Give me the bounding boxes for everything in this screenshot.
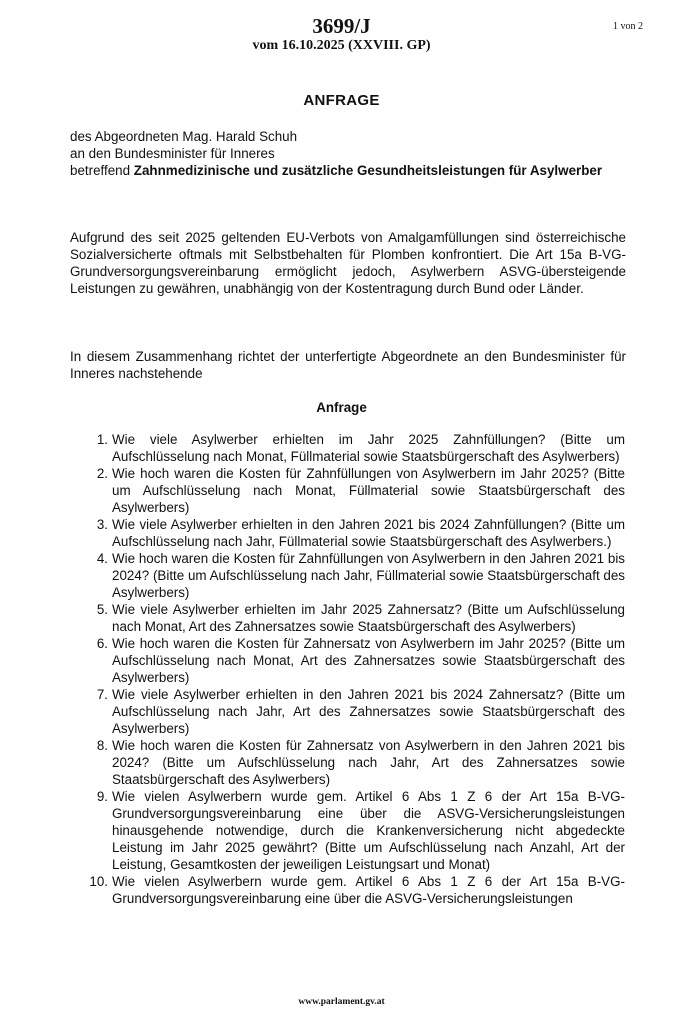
question-text: Wie viele Asylwerber erhielten im Jahr 2025 Zahnfüllungen? (Bitte um Aufschlüsselung nach Monat, Füllmaterial sowie Staatsbürgerschaft des Asylwerbers)	[112, 432, 625, 464]
question-text: Wie viele Asylwerber erhielten im Jahr 2025 Zahnersatz? (Bitte um Aufschlüsselung nach Monat, Art des Zahnersatzes sowie Staatsbürgerschaft des Asylwerbers)	[112, 602, 625, 634]
question-number: 3.	[96, 517, 108, 532]
list-item	[80, 431, 625, 465]
question-number: 5.	[96, 602, 108, 617]
subject-prefix: betreffend	[70, 163, 131, 178]
questions-list	[80, 431, 625, 907]
subject-text: Zahnmedizinische und zusätzliche Gesundheitsleistungen für Asylwerber	[133, 163, 603, 178]
question-text: Wie hoch waren die Kosten für Zahnersatz von Asylwerbern in den Jahren 2021 bis 2024? (Bitte um Aufschlüsselung nach Jahr, Art des Zahnersatzes sowie Staatsbürgerschaft des Asylwerbers)	[112, 738, 625, 787]
addressee-line-1: des Abgeordneten Mag. Harald Schuh	[70, 129, 298, 144]
list-item	[80, 465, 625, 516]
addressee-line-2: an den Bundesminister für Inneres	[70, 146, 275, 161]
question-number: 2.	[96, 466, 108, 481]
footer-url: www.parlament.gv.at	[298, 997, 385, 1007]
list-item	[80, 635, 625, 686]
question-text: Wie vielen Asylwerbern wurde gem. Artikel 6 Abs 1 Z 6 der Art 15a B-VG-Grundversorgungsvereinbarung eine über die ASVG-Versicherungsleistungen	[112, 874, 625, 906]
question-text: Wie viele Asylwerber erhielten in den Jahren 2021 bis 2024 Zahnersatz? (Bitte um Aufschlüsselung nach Jahr, Art des Zahnersatzes sowie Staatsbürgerschaft des Asylwerbers)	[112, 687, 625, 736]
list-item	[80, 788, 625, 873]
question-text: Wie viele Asylwerber erhielten in den Jahren 2021 bis 2024 Zahnfüllungen? (Bitte um Aufschlüsselung nach Jahr, Füllmaterial sowie Staatsbürgerschaft des Asylwerbers.)	[112, 517, 625, 549]
question-number: 4.	[96, 551, 108, 566]
question-number: 1.	[96, 432, 108, 447]
question-text: Wie hoch waren die Kosten für Zahnersatz von Asylwerbern im Jahr 2025? (Bitte um Aufschlüsselung nach Monat, Art des Zahnersatzes sowie Staatsbürgerschaft des Asylwerbers)	[112, 636, 625, 685]
list-item	[80, 601, 625, 635]
list-item	[80, 686, 625, 737]
question-number: 6.	[96, 636, 108, 651]
question-number: 8.	[96, 738, 108, 753]
question-text: Wie hoch waren die Kosten für Zahnfüllungen von Asylwerbern in den Jahren 2021 bis 2024? (Bitte um Aufschlüsselung nach Jahr, Füllmaterial sowie Staatsbürgerschaft des Asylwerbers)	[112, 551, 625, 600]
question-number: 9.	[96, 789, 108, 804]
list-item	[80, 873, 625, 907]
list-item	[80, 737, 625, 788]
request-paragraph: In diesem Zusammenhang richtet der unterfertigte Abgeordnete an den Bundesminister für Inneres nachstehende	[70, 349, 626, 381]
document-date: vom 16.10.2025 (XXVIII. GP)	[252, 38, 431, 53]
list-item	[80, 516, 625, 550]
addressee-block	[70, 128, 630, 179]
question-text: Wie vielen Asylwerbern wurde gem. Artikel 6 Abs 1 Z 6 der Art 15a B-VG-Grundversorgungsvereinbarung eine über die ASVG-Versicherungsleistungen hinausgehende notwendige, durch die Krankenversicherung nicht abgedeckte Leistung im Jahr 2025 gewährt? (Bitte um Aufschlüsselung nach Anzahl, Art der Leistung, Gesamtkosten der jeweiligen Leistungsart und Monat)	[112, 789, 625, 872]
page-title: ANFRAGE	[303, 92, 380, 109]
list-item	[80, 550, 625, 601]
intro-paragraph: Aufgrund des seit 2025 geltenden EU-Verbots von Amalgamfüllungen sind österreichische Sozialversicherte oftmals mit Selbstbehalten für Plomben konfrontiert. Die Art 15a B-VG-Grundversorgungsvereinbarung ermöglicht jedoch, Asylwerbern ASVG-übersteigende Leistungen zu gewähren, unabhängig von der Kostentragung durch Bund oder Länder.	[70, 230, 626, 296]
questions-heading: Anfrage	[316, 400, 367, 415]
page-count: 1 von 2	[613, 21, 643, 32]
subject-line	[70, 162, 625, 179]
question-number: 7.	[96, 687, 108, 702]
question-number: 10.	[89, 874, 108, 889]
document-number: 3699/J	[312, 14, 371, 38]
question-text: Wie hoch waren die Kosten für Zahnfüllungen von Asylwerbern im Jahr 2025? (Bitte um Aufschlüsselung nach Monat, Füllmaterial sowie Staatsbürgerschaft des Asylwerbers)	[112, 466, 625, 515]
